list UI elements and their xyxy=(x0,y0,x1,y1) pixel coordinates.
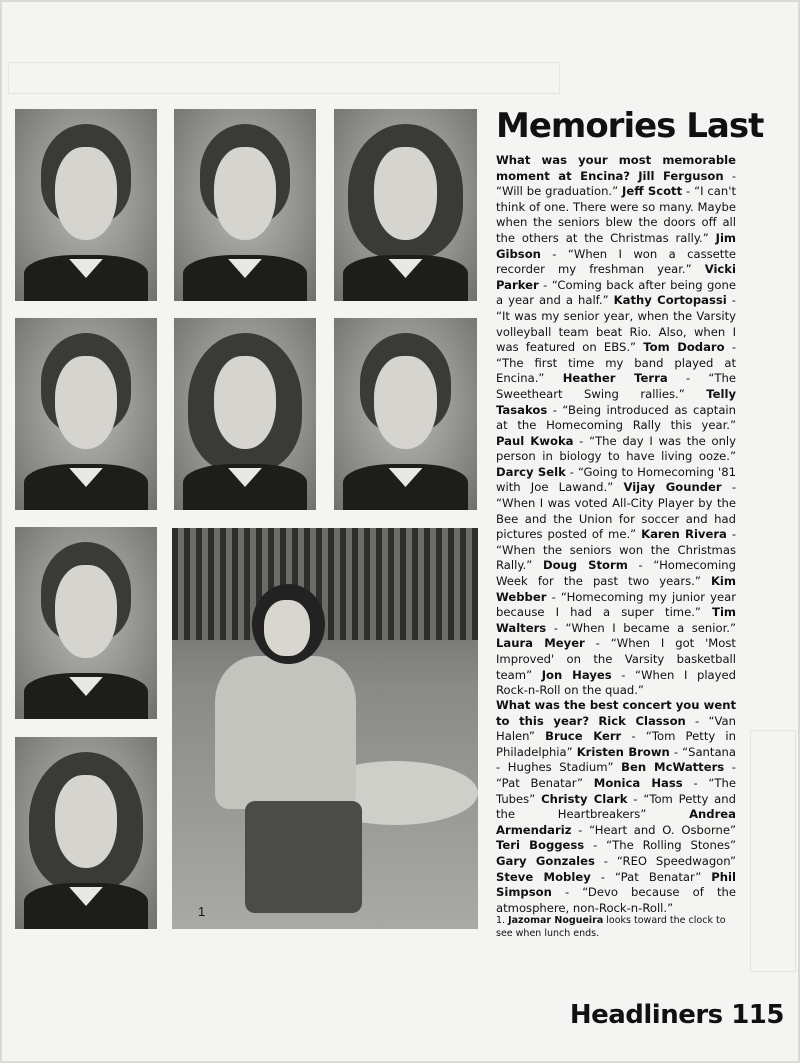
respondent-name: Christy Clark xyxy=(541,791,628,806)
respondent-quote: “Being introduced as captain at the Homecoming Rally this year.” xyxy=(496,402,736,433)
respondent-quote: “The first time my band played at Encina.” xyxy=(496,355,736,386)
photo-caption xyxy=(496,914,736,940)
respondent-quote: “Coming back after being gone a year and a half.” xyxy=(496,277,736,308)
respondent-quote: “Pat Benatar” xyxy=(615,869,702,884)
portrait-photo-5 xyxy=(174,318,316,510)
respondent-name: Telly Tasakos xyxy=(496,386,737,417)
respondent-quote: “I can't think of one. There were so many. Maybe when the seniors blew the doors off all the others at the Christmas rally.” xyxy=(496,184,736,245)
respondent-quote: “When I played Rock-n-Roll on the quad.” xyxy=(496,667,736,698)
respondent-name: Kim Webber xyxy=(496,574,736,604)
decorative-frame-top xyxy=(8,62,560,94)
page-footer xyxy=(560,997,784,1033)
respondent-name: Teri Boggess xyxy=(496,838,585,853)
respondent-quote: “When I became a senior.” xyxy=(565,620,736,635)
respondent-quote: “The day I was the only person in biology to have living ooze.” xyxy=(496,433,737,464)
respondent-name: Monica Hass xyxy=(593,775,683,790)
respondent-quote: “When I got 'Most Improved' on the Varsity basketball team” xyxy=(496,636,736,682)
respondent-quote: “When the seniors won the Christmas Rally.” xyxy=(496,542,736,573)
caption-text: looks toward the clock to see when lunch ends. xyxy=(496,915,726,939)
decorative-frame-right xyxy=(750,730,796,972)
respondent-name: Kristen Brown xyxy=(576,744,670,759)
respondent-quote: “When I won a cassette recorder my freshman year.” xyxy=(496,246,737,277)
respondent-name: Tim Walters xyxy=(496,605,737,635)
respondent-name: Tom Dodaro xyxy=(643,340,725,355)
respondent-name: Jim Gibson xyxy=(496,230,736,261)
respondent-quote: “The Tubes” xyxy=(496,775,736,806)
question-block-concert: What was the best concert you went to this year? Rick Classon - “Van Halen” Bruce Kerr - “Tom Petty in Philadelphia” Kristen Brown - “Santana - Hughes Stadium” Ben McWatters - “Pat Benatar” Monica Hass - “The Tubes” Christy Clark - “Tom Petty and the Heartbreakers” Andrea Armendariz - “Heart and O. Osborne” Teri Boggess - “The Rolling Stones” Gary Gonzales - “REO Speedwagon” Steve Mobley - “Pat Benatar” Phil Simpson - “Devo because of the atmosphere, non-Rock-n-Roll.” xyxy=(496,698,737,915)
portrait-photo-8 xyxy=(15,737,157,929)
respondent-name: Darcy Selk xyxy=(496,464,566,479)
footer-page-number: 115 xyxy=(731,1000,784,1030)
respondent-name: Gary Gonzales xyxy=(496,853,595,868)
caption-number: 1. xyxy=(496,915,506,926)
footer-section: Headliners xyxy=(569,1000,723,1030)
question-text: What was your most memorable moment at Encina? xyxy=(496,153,736,183)
respondent-name: Phil Simpson xyxy=(496,869,736,900)
respondent-quote: “It was my senior year, when the Varsity volleyball team beat Rio. Also, when I was featured on EBS.” xyxy=(496,308,736,355)
respondent-quote: “Homecoming Week for the past two years.” xyxy=(496,558,736,589)
respondent-quote: “Homecoming my junior year because I had a super time.” xyxy=(496,589,736,620)
respondent-quote: “Tom Petty in Philadelphia” xyxy=(496,729,736,759)
respondent-quote: “Devo because of the atmosphere, non-Rock-n-Roll.” xyxy=(496,885,736,915)
respondent-quote: “The Rolling Stones” xyxy=(606,838,736,853)
portrait-photo-7 xyxy=(15,527,157,719)
respondent-quote: “Tom Petty and the Heartbreakers” xyxy=(496,791,736,822)
portrait-photo-3 xyxy=(334,109,477,301)
candid-cafeteria-photo xyxy=(172,528,478,929)
respondent-quote: “Going to Homecoming '81 with Joe Lawand.” xyxy=(496,464,736,495)
respondent-quote: “Van Halen” xyxy=(496,713,737,744)
respondent-name: Vicki Parker xyxy=(496,262,736,292)
respondent-name: Jeff Scott xyxy=(622,184,683,199)
photo-number-label: 1 xyxy=(198,904,206,919)
respondent-name: Rick Classon xyxy=(598,713,686,728)
respondent-name: Karen Rivera xyxy=(641,527,727,542)
respondent-quote: “Santana - Hughes Stadium” xyxy=(496,744,736,775)
portrait-photo-4 xyxy=(15,318,157,510)
respondent-quote: “Will be graduation.” xyxy=(496,184,619,199)
respondent-name: Vijay Gounder xyxy=(623,480,722,495)
page-title: Memories Last xyxy=(496,106,764,146)
caption-name: Jazomar Nogueira xyxy=(508,915,604,926)
respondent-name: Andrea Armendariz xyxy=(496,807,736,837)
respondent-quote: “Pat Benatar” xyxy=(496,775,583,790)
portrait-photo-1 xyxy=(15,109,157,301)
respondent-name: Kathy Cortopassi xyxy=(613,293,727,308)
respondent-name: Steve Mobley xyxy=(496,869,591,884)
respondent-quote: “Heart and O. Osborne” xyxy=(589,822,737,837)
question-block-memorable: What was your most memorable moment at Encina? Jill Ferguson - “Will be graduation.” Jeff Scott - “I can't think of one. There were so many. Maybe when the seniors blew the doors off all the others at the Christmas rally.” Jim Gibson - “When I won a cassette recorder my freshman year.” Vicki Parker - “Coming back after being gone a year and a half.” Kathy Cortopassi - “It was my senior year, when the Varsity volleyball team beat Rio. Also, when I was featured on EBS.” Tom Dodaro - “The first time my band played at Encina.” Heather Terra - “The Sweetheart Swing rallies.” Telly Tasakos - “Being introduced as captain at the Homecoming Rally this year.” Paul Kwoka - “The day I was the only person in biology to have living ooze.” Darcy Selk - “Going to Homecoming '81 with Joe Lawand.” Vijay Gounder - “When I was voted All-City Player by the Bee and the Union for soccer and had pictures posted of me.” Karen Rivera - “When the seniors won the Christmas Rally.” Doug Storm - “Homecoming Week for the past two years.” Kim Webber - “Homecoming my junior year because I had a super time.” Tim Walters - “When I became a senior.” Laura Meyer - “When I got 'Most Improved' on the Varsity basketball team” Jon Hayes - “When I played Rock-n-Roll on the quad.” xyxy=(496,153,737,698)
respondent-name: Ben McWatters xyxy=(621,760,725,775)
respondent-name: Doug Storm xyxy=(542,558,628,573)
respondent-name: Laura Meyer xyxy=(496,636,585,651)
respondent-name: Bruce Kerr xyxy=(545,729,622,744)
respondent-quote: “The Sweetheart Swing rallies.” xyxy=(496,371,736,401)
question-text: What was the best concert you went to this year? xyxy=(496,698,736,728)
respondent-name: Jon Hayes xyxy=(541,667,612,682)
respondent-quote: “REO Speedwagon” xyxy=(616,853,736,868)
portrait-photo-6 xyxy=(334,318,477,510)
portrait-photo-2 xyxy=(174,109,316,301)
respondent-name: Heather Terra xyxy=(562,371,668,386)
respondent-name: Jill Ferguson xyxy=(638,168,724,183)
respondent-name: Paul Kwoka xyxy=(496,433,574,448)
respondent-quote: “When I was voted All-City Player by the Bee and the Union for soccer and had pictures posted of me.” xyxy=(496,496,736,542)
